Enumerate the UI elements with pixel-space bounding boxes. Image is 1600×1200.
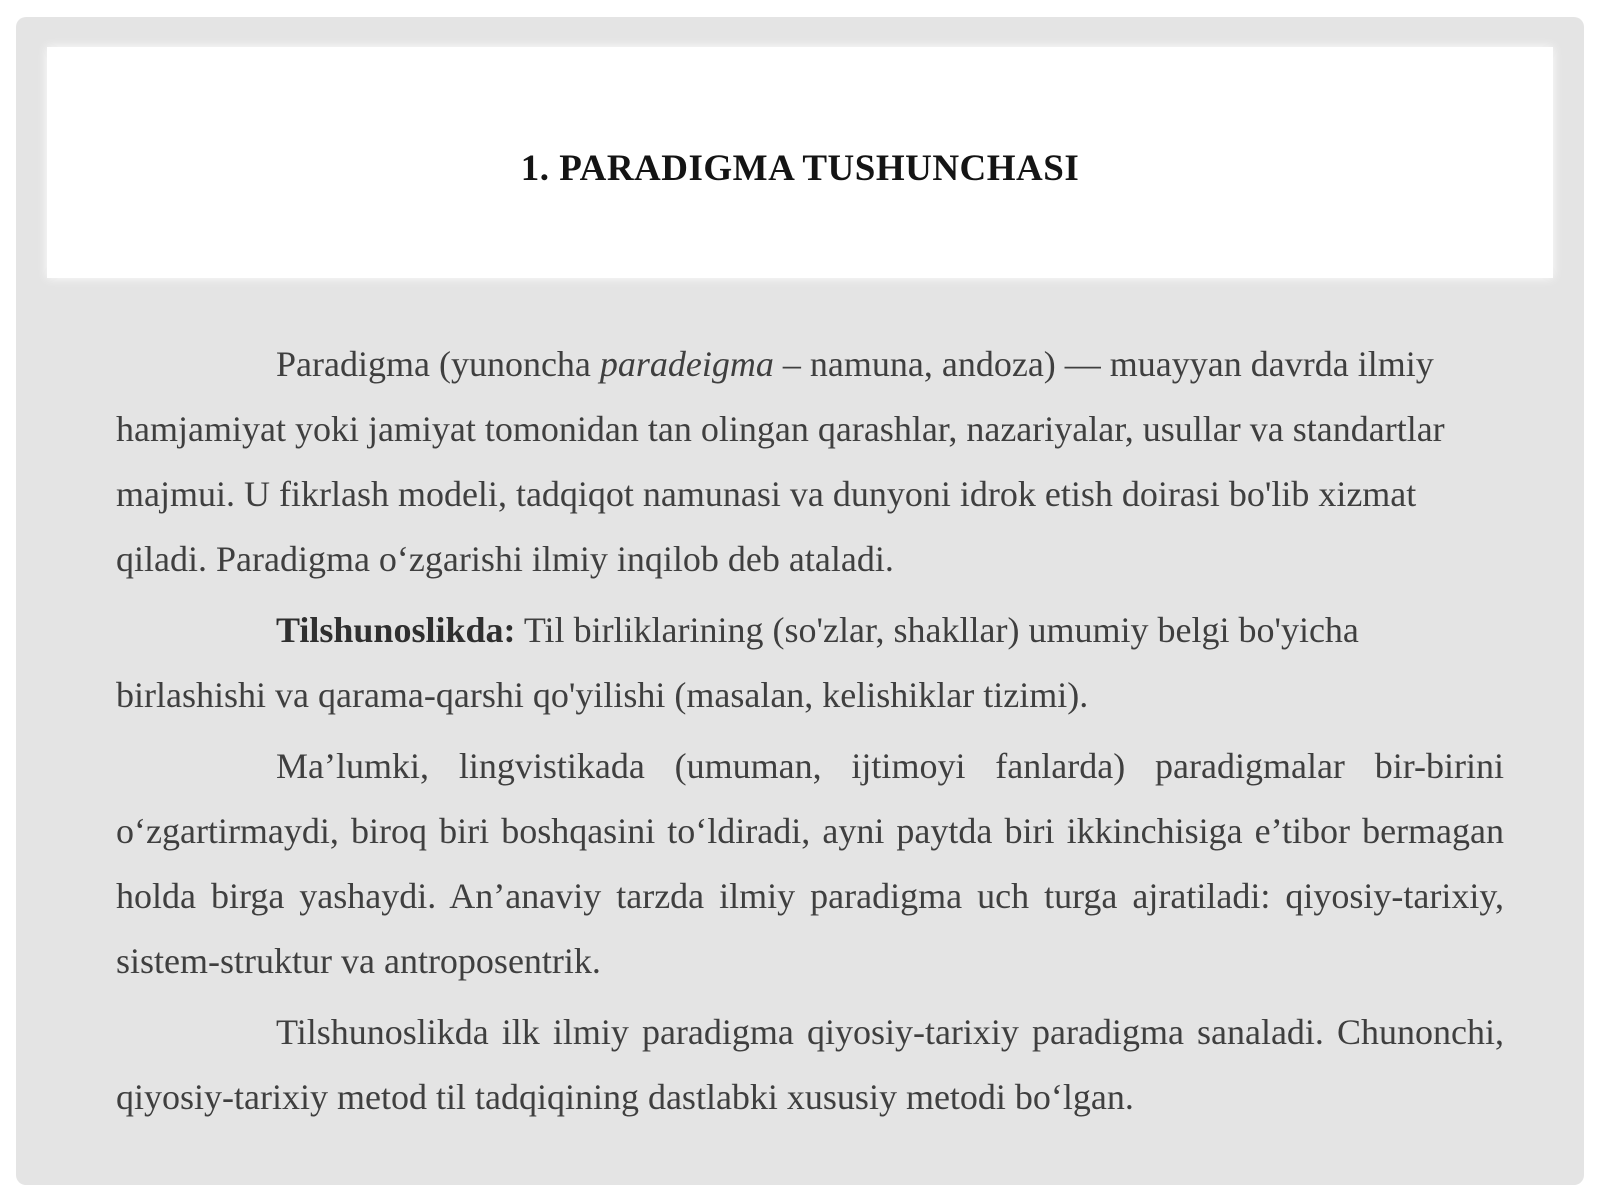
paragraph-first-paradigm: Tilshunoslikda ilk ilmiy paradigma qiyosiy-tarixiy paradigma sanaladi. Chunonchi, qiyosiy-tarixiy metod til tadqiqining dastlabki xususiy metodi bo‘lgan. [116, 1012, 1504, 1117]
definition-text-start: Paradigma (yunoncha [276, 344, 600, 384]
paragraph-linguistics [116, 598, 1504, 728]
definition-text-end: – namuna, andoza) — muayyan davrda ilmiy hamjamiyat yoki jamiyat tomonidan tan olingan qarashlar, nazariyalar, usullar va standartlar majmui. U fikrlash modeli, tadqiqot namunasi va dunyoni idrok etish doirasi bo'lib xizmat qiladi. Paradigma o‘zgarishi ilmiy inqilob deb ataladi. [116, 344, 1445, 579]
linguistics-term: Tilshunoslikda: [276, 610, 516, 650]
title-box [47, 47, 1553, 278]
slide-title: 1. PARADIGMA TUSHUNCHASI [520, 148, 1080, 189]
slide-body [116, 332, 1504, 1136]
paragraph-definition [116, 332, 1504, 592]
definition-greek-term: paradeigma [599, 344, 774, 384]
linguistics-text: Til birliklarining (so'zlar, shakllar) umumiy belgi bo'yicha birlashishi va qarama-qarshi qo'yilishi (masalan, kelishiklar tizimi). [116, 610, 1359, 715]
slide [16, 17, 1584, 1185]
paragraph-paradigm-types: Ma’lumki, lingvistikada (umuman, ijtimoyi fanlarda) paradigmalar bir-birini o‘zgartirmaydi, biroq biri boshqasini to‘ldiradi, ayni paytda biri ikkinchisiga e’tibor bermagan holda birga yashaydi. An’anaviy tarzda ilmiy paradigma uch turga ajratiladi: qiyosiy-tarixiy, sistem-struktur va antroposentrik. [116, 746, 1504, 981]
